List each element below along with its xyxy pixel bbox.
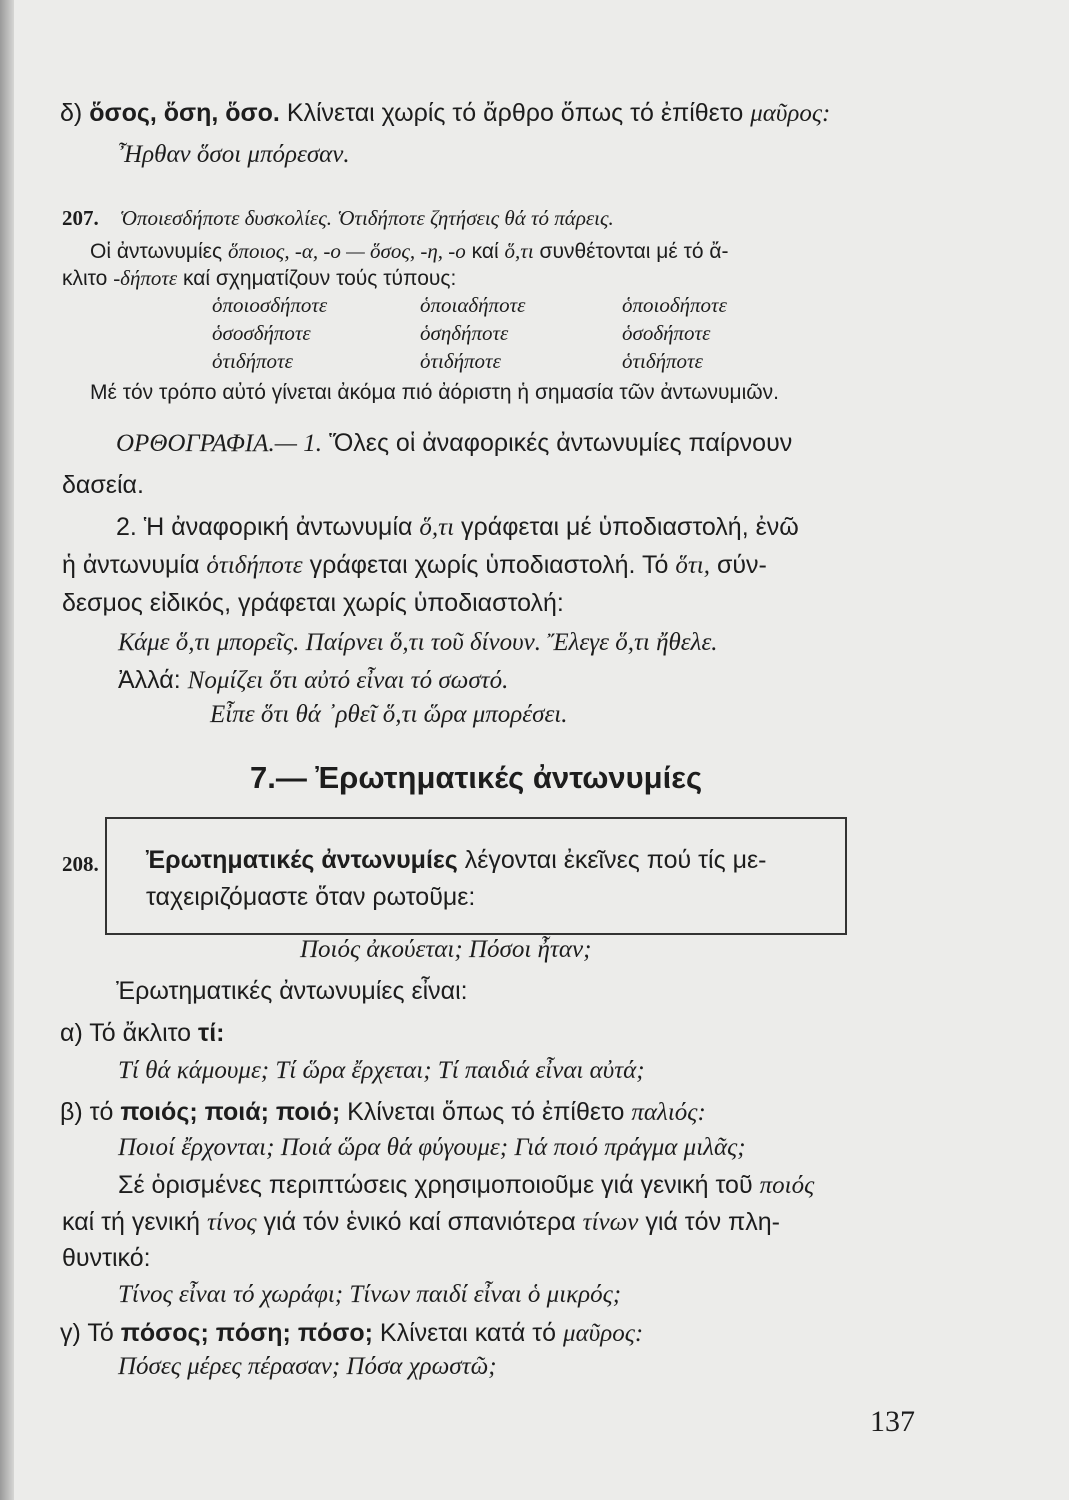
paragraph-line: θυντικό: (62, 1244, 151, 1272)
section-207 (62, 202, 614, 233)
section-208 (62, 848, 99, 879)
paragraph-line (62, 550, 767, 581)
text: κλιτο (62, 267, 108, 290)
text: λέγονται ἐκεῖνες πού τίς με- (464, 846, 767, 874)
paragraph-line: δεσμος εἰδικός, γράφεται χωρίς ὑποδιαστολή: (62, 589, 564, 617)
text: Κλίνεται χωρίς τό ἄρθρο ὅπως τό ἐπίθετο (286, 99, 744, 127)
definition-line (146, 845, 766, 875)
italic-term: Νομίζει ὅτι αὐτό εἶναι τό σωστό. (187, 667, 509, 694)
example-line: Πόσες μέρες πέρασαν; Πόσα χρωστῶ; (118, 1353, 497, 1380)
example-line (118, 665, 508, 696)
paragraph-line: Ἐρωτηματικές ἀντωνυμίες εἶναι: (116, 977, 468, 1005)
italic-term: ὁτιδήποτε (206, 552, 303, 579)
example-line: Τί θά κάμουμε; Τί ὥρα ἔρχεται; Τί παιδιά εἶναι αὐτά; (118, 1057, 645, 1084)
bold-term: πόσος; πόση; πόσο; (120, 1319, 373, 1347)
orthography-label: ΟΡΘΟΓΡΑΦΙΑ.— 1. (116, 430, 323, 457)
text: καί (471, 240, 499, 263)
form-cell: ὁποιοσδήποτε (212, 293, 328, 317)
italic-term: τίνων (582, 1209, 639, 1236)
section-number: 208. (62, 852, 99, 876)
text: σύν- (716, 551, 767, 579)
paragraph-line (118, 1170, 814, 1201)
text: Οἱ ἀντωνυμίες (90, 240, 223, 263)
italic-term: μαῦρος: (750, 100, 831, 127)
text: Κλίνεται ὅπως τό ἐπίθετο (347, 1098, 625, 1126)
form-cell: ὁτιδήποτε (420, 349, 501, 373)
italic-term: μαῦρος: (563, 1320, 644, 1347)
example-line: Ποιοί ἔρχονται; Ποιά ὥρα θά φύγουμε; Γιά ποιό πράγμα μιλᾶς; (118, 1134, 746, 1161)
text: γράφεται χωρίς ὑποδιαστολή. Τό (309, 551, 669, 579)
text: ἡ ἀντωνυμία (62, 551, 200, 579)
definition-box (105, 817, 847, 935)
section-number: 207. (62, 206, 99, 230)
italic-term: ὅποιος, -α, -ο — ὅσος, -η, -ο (227, 239, 466, 263)
page-number: 137 (870, 1405, 915, 1438)
text: γ) Τό (60, 1319, 114, 1347)
bold-term: τί: (198, 1019, 225, 1047)
italic-term: ὅτι, (675, 552, 710, 579)
text: γιά τόν πλη- (645, 1208, 780, 1236)
text: Ὅλες οἱ ἀναφορικές ἀντωνυμίες παίρνουν (328, 429, 793, 457)
form-cell: ὁποιαδήποτε (420, 293, 526, 317)
bold-term: Ἐρωτηματικές ἀντωνυμίες (146, 846, 458, 874)
item-gamma (60, 1318, 643, 1349)
example-line: Ποιός ἀκούεται; Πόσοι ἦταν; (300, 936, 592, 963)
orthography-heading-line (116, 428, 792, 459)
form-cell: ὁτιδήποτε (622, 349, 703, 373)
bold-term: ὅσος, ὅση, ὅσο. (89, 99, 280, 127)
example-line: Ἦρθαν ὅσοι μπόρεσαν. (118, 141, 350, 168)
paragraph-line: Μέ τόν τρόπο αὐτό γίνεται ἀκόμα πιό ἀόριστη ἡ σημασία τῶν ἀντωνυμιῶν. (90, 381, 779, 404)
italic-term: -δήποτε (113, 266, 178, 290)
text: γράφεται μέ ὑποδιαστολή, ἐνῶ (461, 513, 799, 541)
text: Σέ ὁρισμένες περιπτώσεις χρησιμοποιοῦμε γιά γενική τοῦ (118, 1171, 753, 1199)
example-line: Κάμε ὅ,τι μπορεῖς. Παίρνει ὅ,τι τοῦ δίνουν. Ἔλεγε ὅ,τι ἤθελε. (118, 629, 718, 656)
text: α) Τό ἄκλιτο (60, 1019, 192, 1047)
paragraph-line: δασεία. (62, 471, 144, 499)
italic-term: ποιός (759, 1172, 815, 1199)
paragraph-line (116, 512, 799, 543)
text: Ἀλλά: (118, 666, 181, 694)
section-title: 7.— Ἐρωτηματικές ἀντωνυμίες (250, 760, 703, 795)
italic-term: τίνος (206, 1209, 257, 1236)
bold-term: ποιός; ποιά; ποιό; (120, 1098, 341, 1126)
form-cell: ὁσοδήποτε (622, 321, 711, 345)
text: καί σχηματίζουν τούς τύπους: (183, 267, 457, 290)
italic-term: ὅ,τι (419, 514, 455, 541)
example-line: Εἶπε ὅτι θά ᾽ρθεῖ ὅ,τι ὥρα μπορέσει. (210, 701, 568, 728)
text: καί τή γενική (62, 1208, 200, 1236)
form-cell: ὁσηδήποτε (420, 321, 509, 345)
italic-term: ὅ,τι (504, 239, 534, 263)
item-marker: δ) (60, 99, 83, 127)
definition-line: ταχειριζόμαστε ὅταν ρωτοῦμε: (146, 883, 476, 911)
text: γιά τόν ἑνικό καί σπανιότερα (263, 1208, 576, 1236)
form-cell: ὁτιδήποτε (212, 349, 293, 373)
form-cell: ὁποιοδήποτε (622, 293, 727, 317)
text: β) τό (60, 1098, 114, 1126)
italic-term: παλιός: (631, 1099, 706, 1126)
text: συνθέτονται μέ τό ἄ- (539, 240, 729, 263)
item-beta (60, 1097, 706, 1128)
text: Κλίνεται κατά τό (379, 1319, 557, 1347)
text: 2. Ἡ ἀναφορική ἀντωνυμία (116, 513, 413, 541)
line-delta (60, 98, 830, 129)
example-line: Τίνος εἶναι τό χωράφι; Τίνων παιδί εἶναι ὁ μικρός; (118, 1281, 622, 1308)
item-alpha (60, 1018, 224, 1048)
example-line: Ὁποιεσδήποτε δυσκολίες. Ὁτιδήποτε ζητήσεις θά τό πάρεις. (119, 206, 614, 230)
form-cell: ὁσοσδήποτε (212, 321, 311, 345)
paragraph-line (62, 1207, 780, 1238)
